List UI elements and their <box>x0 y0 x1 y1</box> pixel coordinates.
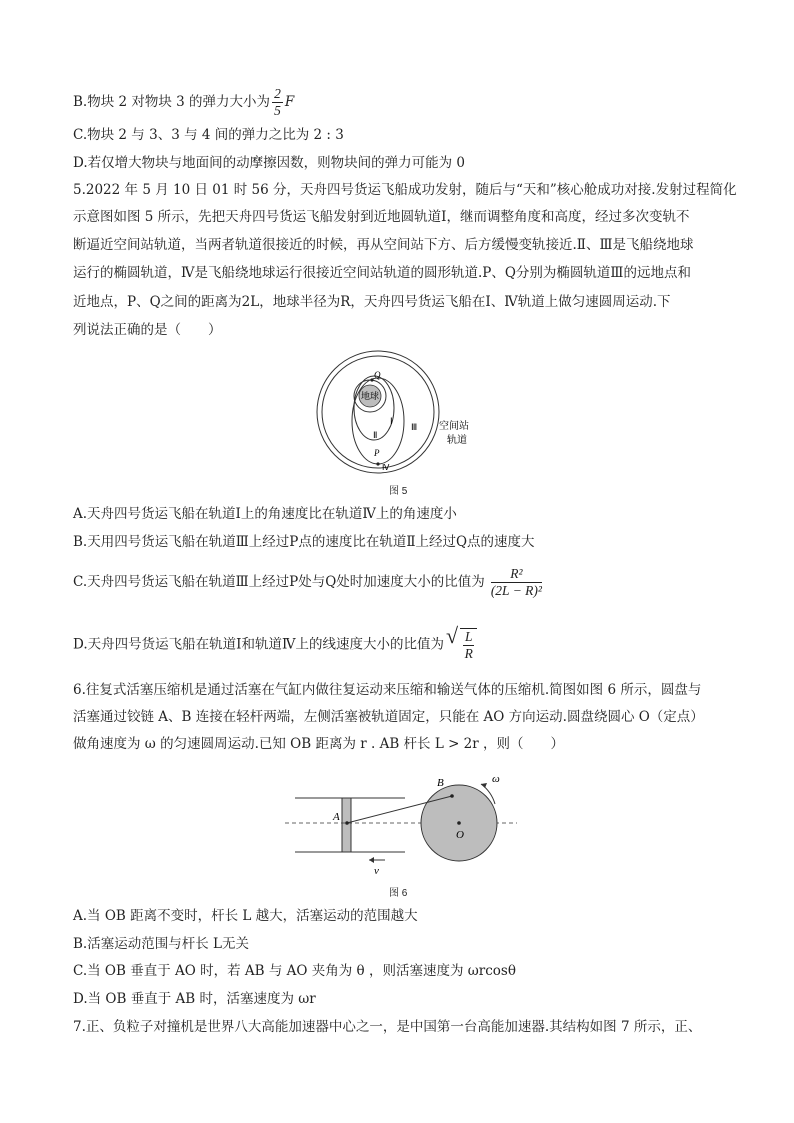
q5-stem-line: 列说法正确的是（ ） <box>73 322 222 338</box>
label-a: A <box>333 811 340 823</box>
q6-option-b: B.活塞运动范围与杆长 L无关 <box>73 936 249 952</box>
fraction: $\frac{L}{R}$ <box>464 629 473 661</box>
q5-option-d: D.天舟四号货运飞船在轨道Ⅰ和轨道Ⅳ上的线速度大小的比值为 √ $\frac{L}{R}$ <box>73 628 477 662</box>
label-q: Q <box>374 370 381 380</box>
q6-option-a: A.当 OB 距离不变时，杆长 L 越大，活塞运动的范围越大 <box>73 908 418 924</box>
q5-stem-line: 示意图如图 5 所示，先把天舟四号货运飞船发射到近地圆轨道Ⅰ，继而调整角度和高度，经过多次变轨不 <box>73 209 690 225</box>
label-iv: Ⅳ <box>382 463 390 472</box>
label-i: Ⅰ <box>390 416 393 426</box>
arrow-head-icon <box>481 783 487 788</box>
point-p <box>376 462 379 465</box>
label-o: O <box>456 829 464 841</box>
label-b: B <box>437 777 444 789</box>
velocity-arrow-head-icon <box>369 857 374 863</box>
hinge-b <box>450 794 454 798</box>
q6-stem-line: 做角速度为 ω 的匀速圆周运动.已知 OB 距离为 r . AB 杆长 L > 2r ，则（ ） <box>73 736 565 752</box>
figure-6-compressor <box>285 768 525 878</box>
q6-option-d: D.当 OB 垂直于 AB 时，活塞速度为 ωr <box>73 991 316 1007</box>
label-ii: Ⅱ <box>373 430 378 440</box>
q5-option-c: C.天舟四号货运飞船在轨道Ⅲ上经过P处与Q处时加速度大小的比值为 $\frac{\text{R²}}{\text{(2L − R)²}}$ <box>73 566 542 598</box>
q5-stem-line: 断逼近空间站轨道，当两者轨道很接近的时候，再从空间站下方、后方缓慢变轨接近.Ⅱ、Ⅲ是飞船绕地球 <box>73 237 694 253</box>
label-v: v <box>374 865 379 877</box>
q6-stem-line: 6.往复式活塞压缩机是通过活塞在气缸内做往复运动来压缩和输送气体的压缩机.简图如图 6 所示，圆盘与 <box>73 682 702 698</box>
q4-option-b: B.物块 2 对物块 3 的弹力大小为 $\frac{2}{5}$ F <box>73 86 295 118</box>
hinge-a <box>345 821 349 825</box>
q5-option-a: A.天舟四号货运飞船在轨道Ⅰ上的角速度比在轨道Ⅳ上的角速度小 <box>73 506 457 522</box>
square-root: √ $\frac{L}{R}$ <box>446 628 478 662</box>
figure-6-caption: 图 6 <box>389 888 408 899</box>
q5-stem-line: 运行的椭圆轨道，Ⅳ是飞船绕地球运行很接近空间站轨道的圆形轨道.P、Q分别为椭圆轨道Ⅲ的远地点和 <box>73 265 691 281</box>
q6-option-c: C.当 OB 垂直于 AO 时，若 AB 与 AO 夹角为 θ ，则活塞速度为 ωrcosθ <box>73 963 516 979</box>
figure-5-orbits <box>310 352 490 472</box>
piston <box>342 798 351 852</box>
figure-5-caption: 图 5 <box>389 486 408 497</box>
center-o <box>457 821 461 825</box>
q6-stem-line: 活塞通过铰链 A、B 连接在轻杆两端，左侧活塞被轨道固定，只能在 AO 方向运动.圆盘绕圆心 O（定点） <box>73 709 704 725</box>
fraction: $\frac{\text{R²}}{\text{(2L − R)²}}$ <box>490 566 542 598</box>
q5-option-b: B.天用四号货运飞船在轨道Ⅲ上经过P点的速度比在轨道Ⅱ上经过Q点的速度大 <box>73 534 535 550</box>
label-omega: ω <box>492 773 500 785</box>
fraction: $\frac{2}{5}$ <box>274 86 281 118</box>
label-iii: Ⅲ <box>411 422 418 432</box>
q7-stem-line: 7.正、负粒子对撞机是世界八大高能加速器中心之一，是中国第一台高能加速器.其结构如图 7 所示，正、 <box>73 1019 702 1035</box>
q5-stem-line: 5.2022 年 5 月 10 日 01 时 56 分，天舟四号货运飞船成功发射，随后与“天和”核心舱成功对接.发射过程简化 <box>73 182 737 198</box>
label-earth: 地球 <box>361 392 380 402</box>
label-station: 空间站 <box>439 421 469 432</box>
label-p: P <box>374 448 380 458</box>
q5-stem-line: 近地点，P、Q之间的距离为2L，地球半径为R，天舟四号货运飞船在Ⅰ、Ⅳ轨道上做匀速圆周运动.下 <box>73 294 671 310</box>
q4-option-d: D.若仅增大物块与地面间的动摩擦因数，则物块间的弹力可能为 0 <box>73 155 466 171</box>
q4-option-c: C.物块 2 与 3、3 与 4 间的弹力之比为 2 : 3 <box>73 127 344 143</box>
label-station-orbit: 轨道 <box>447 435 467 446</box>
